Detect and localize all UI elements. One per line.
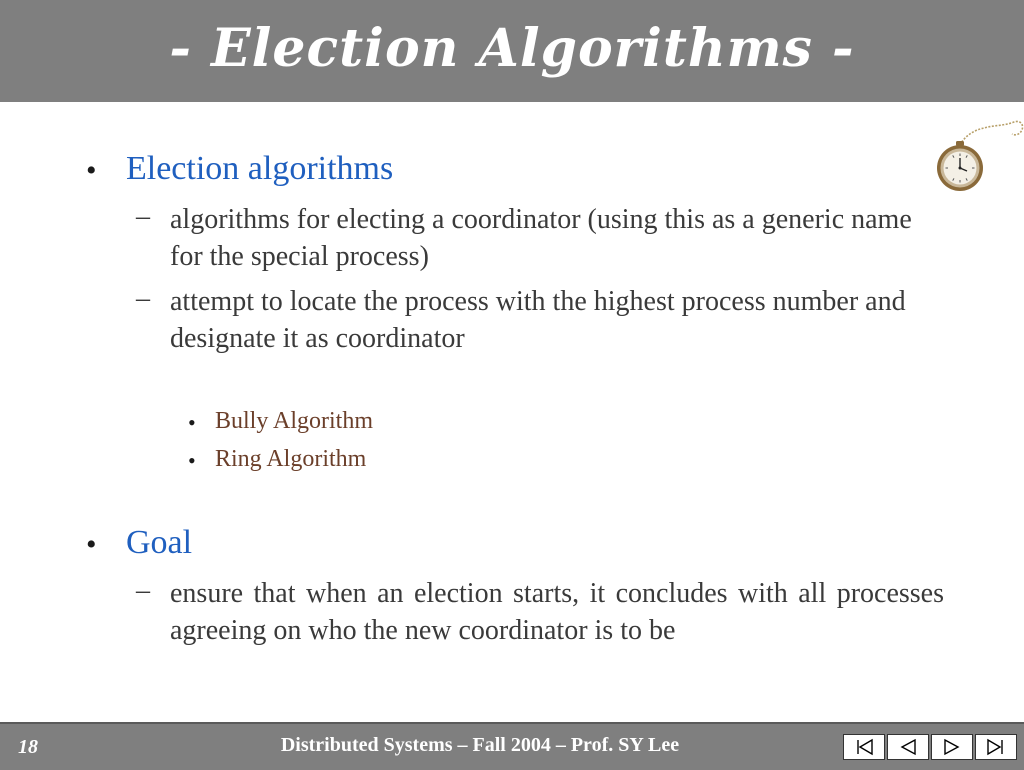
dash-icon: – xyxy=(136,201,150,232)
dash-icon: – xyxy=(136,283,150,314)
footer-text: Distributed Systems – Fall 2004 – Prof. SY Lee xyxy=(280,734,680,756)
bullet-icon: • xyxy=(188,448,196,473)
subitem-bully-algorithm: Bully Algorithm xyxy=(215,408,374,434)
list-item-electing-coordinator: algorithms for electing a coordinator (using this as a generic name for the special process) xyxy=(170,204,912,272)
next-slide-icon xyxy=(940,738,964,756)
subitem-ring-algorithm: Ring Algorithm xyxy=(215,446,367,472)
bullet-icon: • xyxy=(86,154,97,187)
last-slide-icon xyxy=(984,738,1008,756)
dash-icon: – xyxy=(136,575,150,606)
next-slide-button[interactable] xyxy=(931,734,973,760)
first-slide-icon xyxy=(852,738,876,756)
section-heading-election-algorithms: Election algorithms xyxy=(126,150,394,187)
bullet-icon: • xyxy=(188,410,196,435)
slide-navigation xyxy=(843,734,1017,760)
previous-slide-button[interactable] xyxy=(887,734,929,760)
list-item-highest-process: attempt to locate the process with the highest process number and designate it as coordinator xyxy=(170,286,906,354)
bullet-icon: • xyxy=(86,528,97,561)
last-slide-button[interactable] xyxy=(975,734,1017,760)
page-number: 18 xyxy=(18,736,38,758)
slide-title: - Election Algorithms - xyxy=(169,18,855,79)
list-item-goal-description: ensure that when an election starts, it concludes with all processes agreeing on who the new coordinator is to be xyxy=(170,578,944,646)
footer-bar xyxy=(0,722,1024,770)
section-heading-goal: Goal xyxy=(126,524,193,561)
previous-slide-icon xyxy=(896,738,920,756)
first-slide-button[interactable] xyxy=(843,734,885,760)
